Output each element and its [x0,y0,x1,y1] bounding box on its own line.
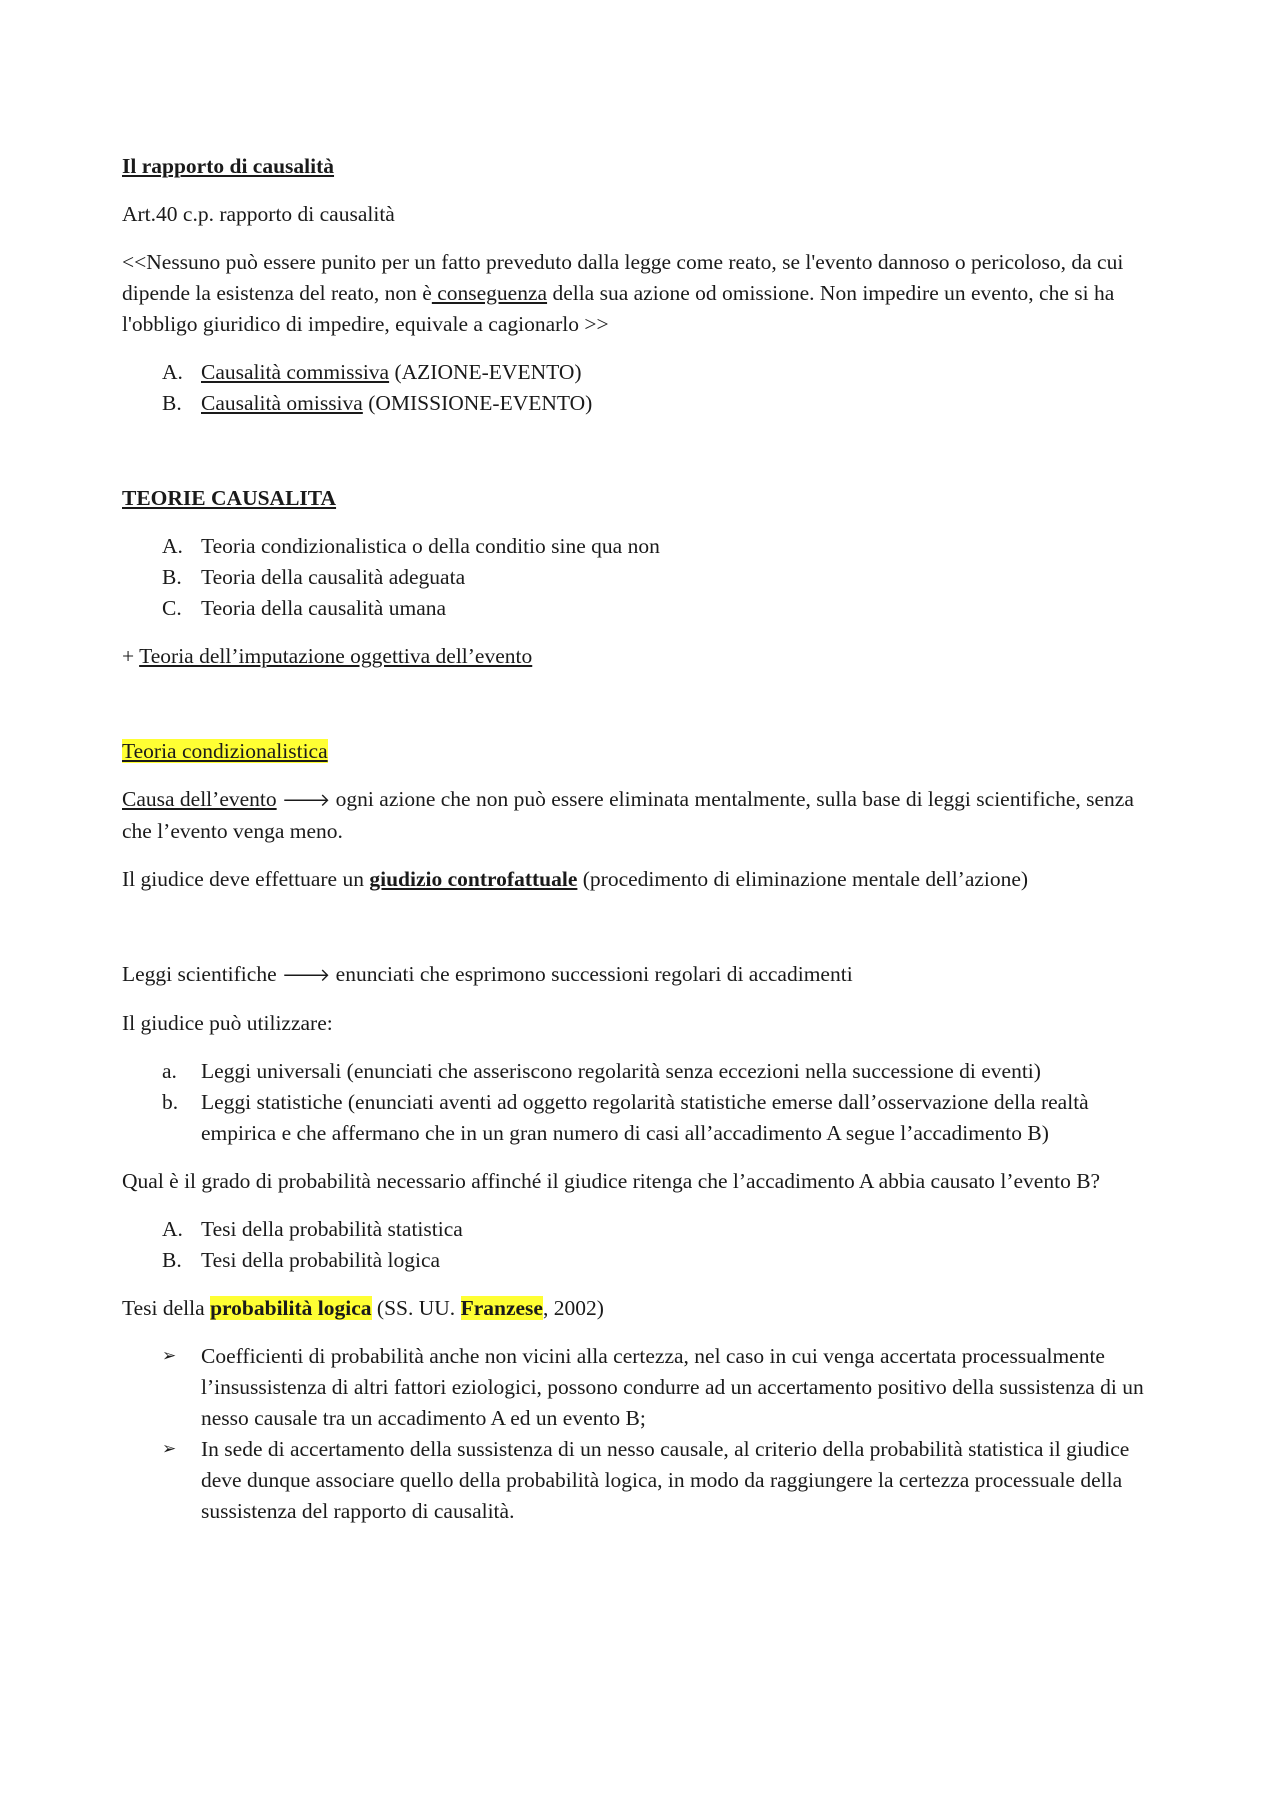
laws-definition [122,959,1162,991]
theses-list [122,1214,1162,1276]
laws-term: Leggi scientifiche [122,962,282,986]
causality-rest: (OMISSIONE-EVENTO) [362,391,593,415]
list-text: Tesi della probabilità logica [201,1248,441,1272]
bullets-list [122,1341,1162,1527]
list-item [122,593,1162,624]
cond-heading-text: Teoria condizionalistica [122,739,328,763]
plus-prefix: + [122,644,140,668]
list-marker: A. [162,534,183,558]
list-marker: B. [162,565,182,589]
right-arrow-icon: 🡒 [282,965,331,986]
list-item [122,1245,1162,1276]
list-marker: a. [162,1059,177,1083]
plus-theory-text: Teoria dell’imputazione oggettiva dell’evento [139,644,533,668]
document-title: Il rapporto di causalità [122,154,335,178]
list-marker: B. [162,1248,182,1272]
plus-theory-line [122,641,1162,672]
theories-list [122,531,1162,624]
logic-highlight-1: probabilità logica [210,1296,372,1320]
laws-list [122,1056,1162,1149]
quote-part1: <<Nessuno può essere punito per un fatto preveduto dalla legge come reato, se l'evento dannoso o pericoloso, da cui dipende la esistenza del reato, non è [122,250,1124,305]
quote-underlined: conseguenza [431,281,548,305]
list-text: In sede di accertamento della sussistenza di un nesso causale, al criterio della probabilità statistica il giudice deve dunque associare quello della probabilità logica, in modo da raggiungere la certezza processuale della sussistenza del rapporto di causalità. [201,1437,1130,1523]
list-item [122,1056,1162,1087]
list-text: Leggi universali (enunciati che asseriscono regolarità senza eccezioni nella successione di eventi) [201,1059,1041,1083]
question-line: Qual è il grado di probabilità necessario affinché il giudice ritenga che l’accadimento A abbia causato l’evento B? [122,1169,1101,1193]
document-page [122,151,1162,1527]
list-item [122,1434,1162,1527]
list-text: Teoria della causalità adeguata [201,565,466,589]
list-item [122,1214,1162,1245]
list-item [122,388,1162,419]
list-text: Leggi statistiche (enunciati aventi ad oggetto regolarità statistiche emerse dall’osservazione della realtà empirica e che affermano che in un gran numero di casi all’accadimento A segue l’accadimento B) [201,1090,1089,1145]
arrowhead-bullet-icon: ➢ [162,1439,177,1459]
arrowhead-bullet-icon: ➢ [162,1346,177,1366]
logic-highlight-2: Franzese [460,1296,543,1320]
causality-rest: (AZIONE-EVENTO) [389,360,582,384]
judge-bold: giudizio controfattuale [369,867,578,891]
list-text: Tesi della probabilità statistica [201,1217,463,1241]
judge-post: (procedimento di eliminazione mentale dell’azione) [577,867,1029,891]
judge-line [122,864,1162,895]
logic-thesis-line [122,1293,1162,1324]
logic-post: , 2002) [542,1296,604,1320]
list-marker: A. [162,1217,183,1241]
list-marker: b. [162,1090,179,1114]
right-arrow-icon: 🡒 [282,790,331,811]
list-item [122,1087,1162,1149]
list-text: Coefficienti di probabilità anche non vicini alla certezza, nel caso in cui venga accertata processualmente l’insussistenza di altri fattori eziologici, possono condurre ad un accertamento positivo della sussistenza di un nesso causale tra un accadimento A ed un evento B; [201,1344,1144,1430]
list-item [122,357,1162,388]
logic-pre: Tesi della [122,1296,211,1320]
theories-heading: TEORIE CAUSALITA [122,486,337,510]
list-text: Teoria della causalità umana [201,596,447,620]
causality-types-list [122,357,1162,419]
quote-part2: della sua azione od omissione. Non impedire un evento, che si ha l'obbligo giuridico di impedire, equivale a cagionarlo >> [122,281,1115,336]
list-text: Teoria condizionalistica o della conditio sine qua non [201,534,660,558]
article-line: Art.40 c.p. rapporto di causalità [122,202,395,226]
laws-text: enunciati che esprimono successioni regolari di accadimenti [330,962,853,986]
causality-label: Causalità commissiva [201,360,390,384]
list-item [122,531,1162,562]
causality-label: Causalità omissiva [201,391,363,415]
judge-pre: Il giudice deve effettuare un [122,867,370,891]
cause-term: Causa dell’evento [122,787,277,811]
cause-definition [122,784,1162,847]
list-item [122,562,1162,593]
judge-can-line: Il giudice può utilizzare: [122,1011,333,1035]
list-marker: B. [162,391,182,415]
article-quote [122,247,1162,340]
cause-text: ogni azione che non può essere eliminata mentalmente, sulla base di leggi scientifiche, senza che l’evento venga meno. [122,787,1134,843]
cond-heading [122,736,1162,767]
list-marker: A. [162,360,183,384]
list-marker: C. [162,596,182,620]
list-item [122,1341,1162,1434]
logic-mid: (SS. UU. [371,1296,461,1320]
